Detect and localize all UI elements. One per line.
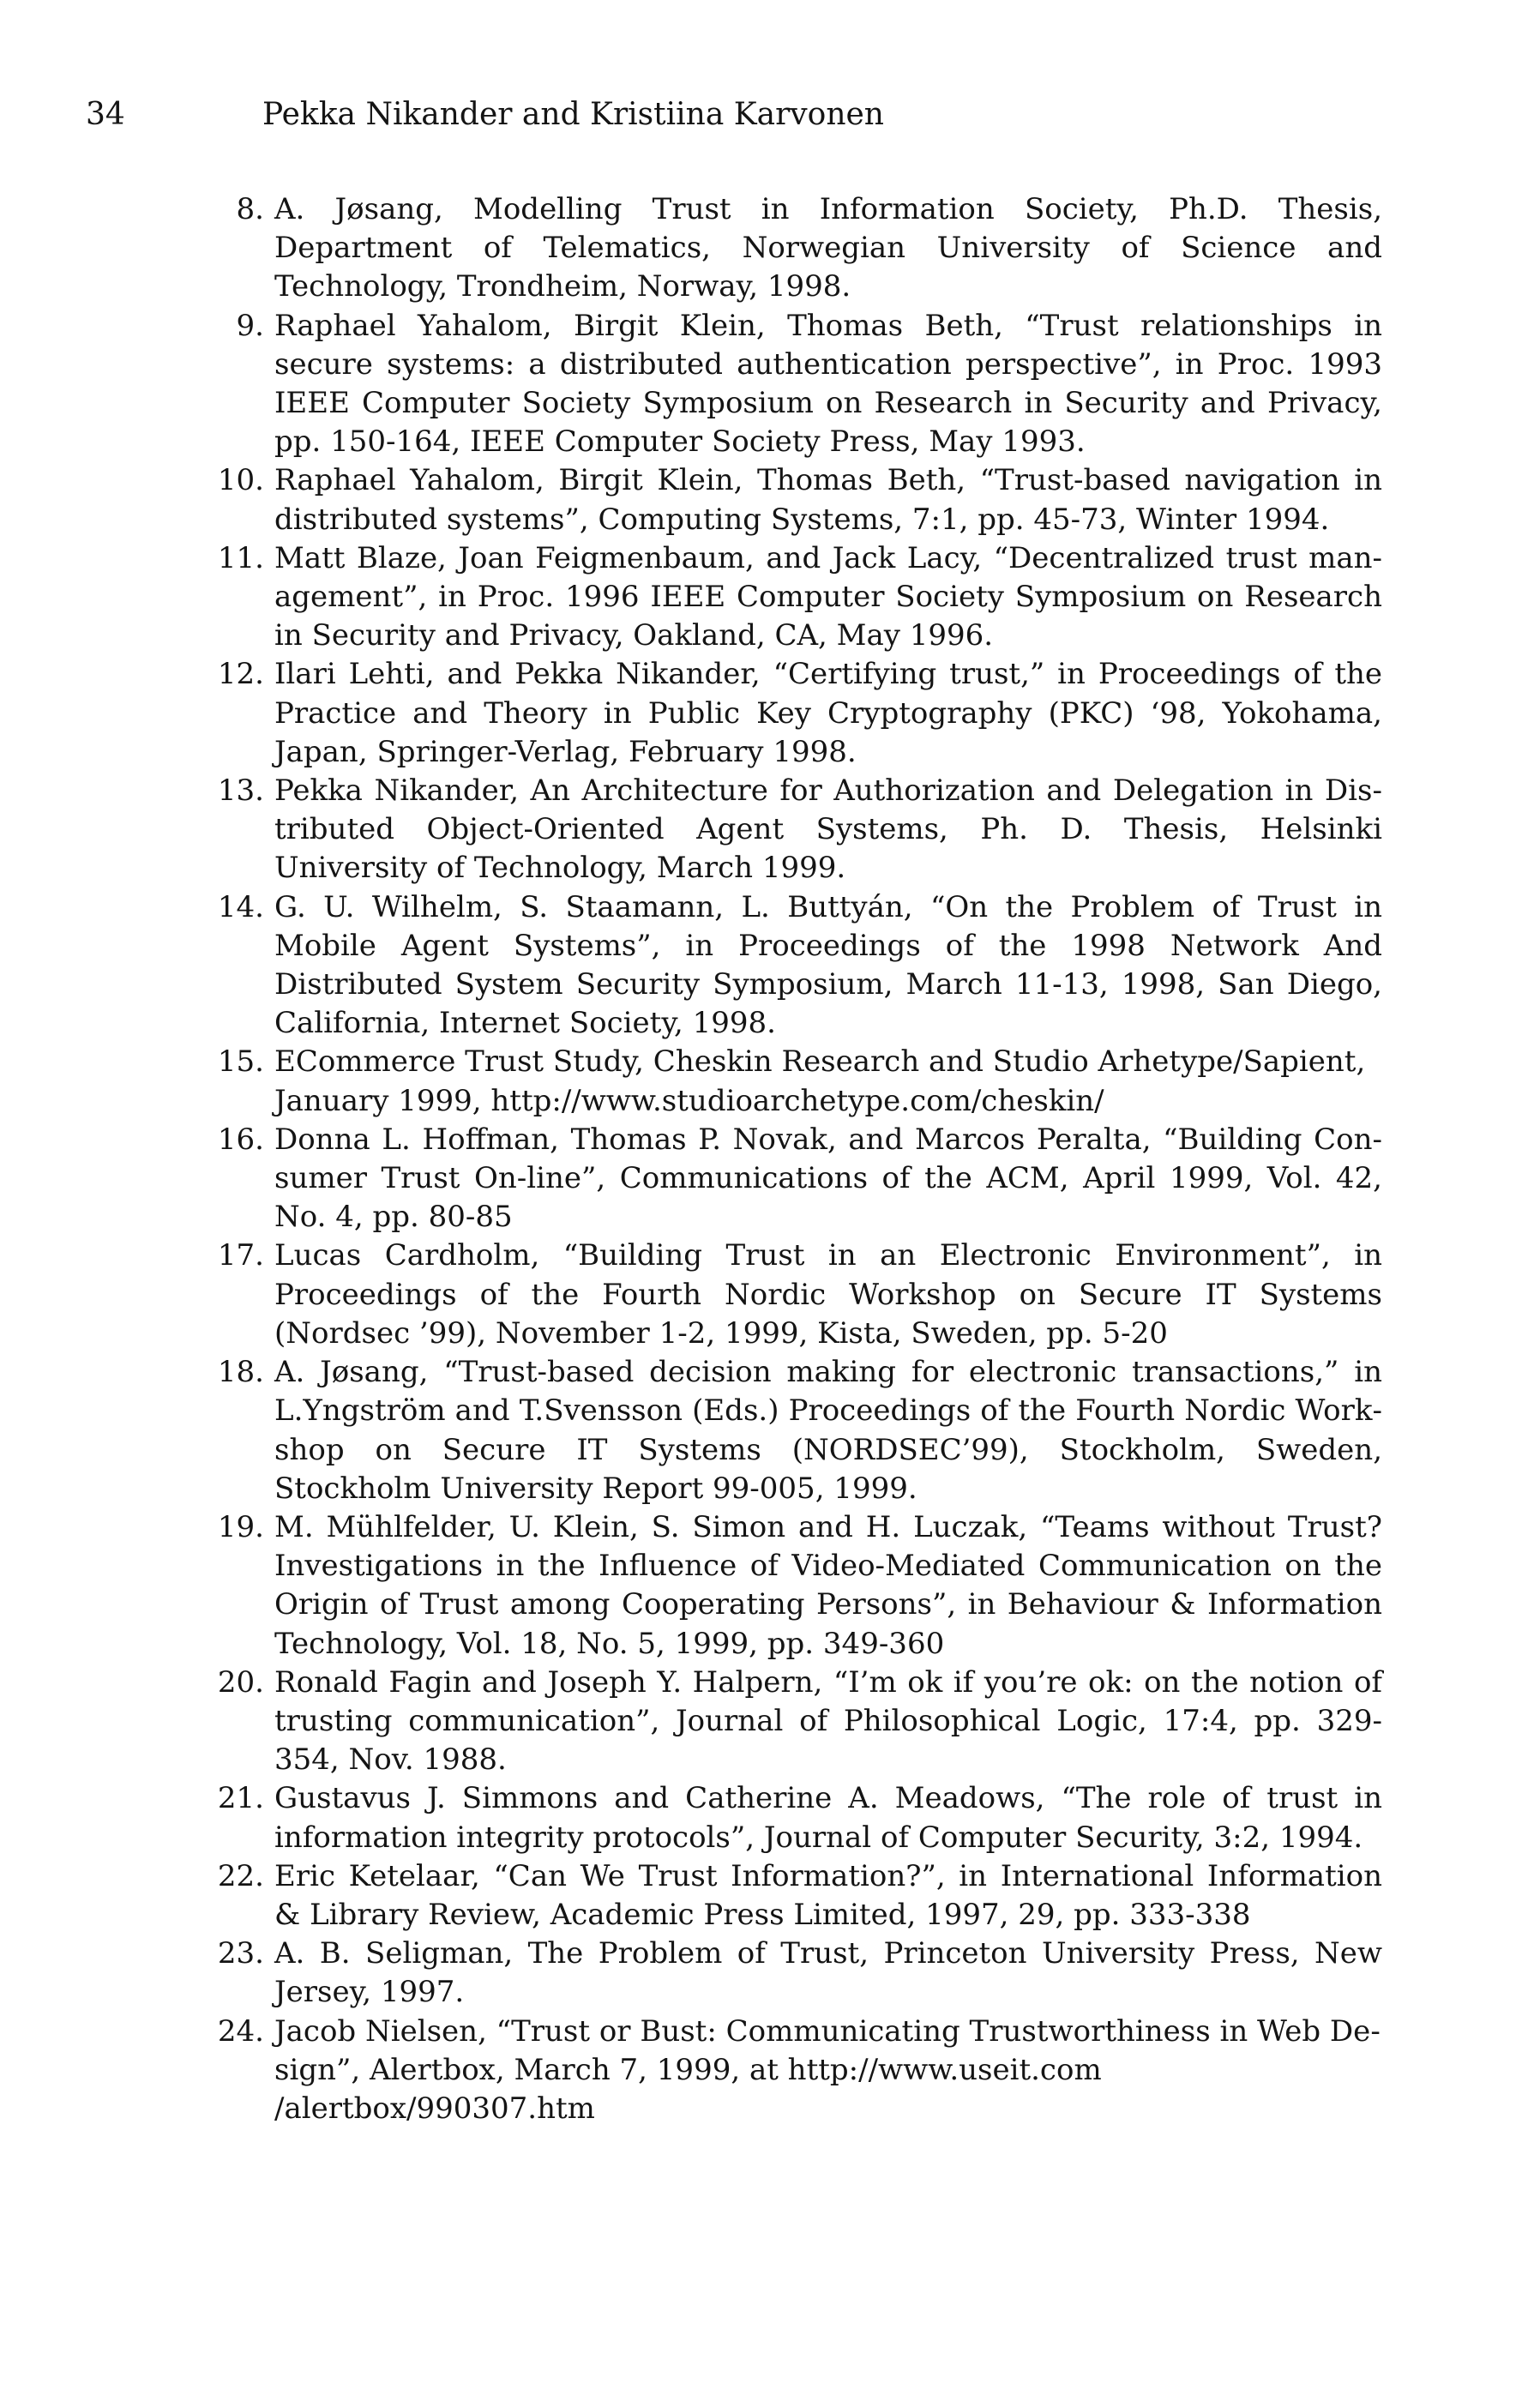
reference-item [171,1508,1382,1664]
reference-item [171,307,1382,462]
reference-number: 20. [217,1664,264,1700]
reference-text: Donna L. Hoffman, Thomas P. Novak, and Marcos Peralta, “Building Consumer Trust On-line”, Communications of the ACM, April 1999, Vol. 42, No. 4, pp. 80-85 [274,1122,1382,1235]
reference-item [171,1121,1382,1237]
reference-text: A. B. Seligman, The Problem of Trust, Princeton University Press, New Jersey, 1997. [274,1936,1382,2010]
reference-number: 9. [236,308,264,343]
reference-number: 11. [217,540,264,575]
reference-item [171,190,1382,307]
reference-text: Pekka Nikander, An Architecture for Authorization and Delegation in Distributed Object-Oriented Agent Systems, Ph. D. Thesis, Helsinki University of Technology, March 1999. [274,773,1382,886]
reference-item [171,539,1382,656]
reference-item [171,461,1382,539]
reference-text: Raphael Yahalom, Birgit Klein, Thomas Beth, “Trust relationships in secure systems: a distributed authentication perspective”, in Proc. 1993 IEEE Computer Society Symposium on Research in Security and Privacy, pp. 150-164, IEEE Computer Society Press, May 1993. [274,308,1382,460]
reference-number: 8. [236,192,264,226]
reference-text: A. Jøsang, “Trust-based decision making for electronic transactions,” in L.Yngström and T.Svensson (Eds.) Proceedings of the Fourth Nordic Workshop on Secure IT Systems (NORDSEC’99), Stockholm, Sweden, Stockholm University Report 99-005, 1999. [274,1355,1382,1506]
reference-number: 21. [217,1781,264,1816]
reference-text: Ronald Fagin and Joseph Y. Halpern, “I’m ok if you’re ok: on the notion of trusting communication”, Journal of Philosophical Logic, 17:4, pp. 329-354, Nov. 1988. [274,1664,1382,1778]
reference-list [171,190,1382,2128]
reference-number: 10. [217,463,264,498]
reference-text: Lucas Cardholm, “Building Trust in an Electronic Environment”, in Proceedings of the Fourth Nordic Workshop on Secure IT Systems (Nordsec ’99), November 1-2, 1999, Kista, Sweden, pp. 5-20 [274,1238,1382,1351]
reference-item [171,2013,1382,2129]
reference-item [171,1043,1382,1120]
reference-number: 19. [217,1509,264,1544]
reference-item [171,772,1382,888]
reference-number: 17. [217,1238,264,1273]
page-number: 34 [86,97,125,132]
reference-text: G. U. Wilhelm, S. Staamann, L. Buttyán, “On the Problem of Trust in Mobile Agent Systems”, in Proceedings of the 1998 Network And Distributed System Security Symposium, March 11-13, 1998, San Diego, California, Internet Society, 1998. [274,889,1382,1041]
reference-number: 24. [217,2013,264,2049]
reference-number: 23. [217,1936,264,1971]
reference-item [171,1857,1382,1935]
reference-item [171,1353,1382,1508]
reference-number: 22. [217,1858,264,1893]
reference-text: Raphael Yahalom, Birgit Klein, Thomas Beth, “Trust-based navigation in distributed systems”, Computing Systems, 7:1, pp. 45-73, Winter 1994. [274,463,1382,537]
reference-item [171,655,1382,772]
reference-text: Gustavus J. Simmons and Catherine A. Meadows, “The role of trust in information integrity protocols”, Journal of Computer Security, 3:2, 1994. [274,1781,1382,1855]
reference-number: 16. [217,1122,264,1157]
reference-number: 15. [217,1044,264,1080]
reference-item [171,1664,1382,1780]
reference-item [171,888,1382,1044]
reference-text: Jacob Nielsen, “Trust or Bust: Communicating Trustworthiness in Web Design”, Alertbox, March 7, 1999, at http://www.useit.com /alertbox/990307.htm [274,2013,1381,2126]
reference-text: Matt Blaze, Joan Feigmenbaum, and Jack Lacy, “Decentralized trust management”, in Proc. 1996 IEEE Computer Society Symposium on Research in Security and Privacy, Oakland, CA, May 1996. [274,540,1382,653]
reference-text: Eric Ketelaar, “Can We Trust Information?”, in International Information & Library Review, Academic Press Limited, 1997, 29, pp. 333-338 [274,1858,1382,1932]
reference-text: A. Jøsang, Modelling Trust in Information Society, Ph.D. Thesis, Department of Telematics, Norwegian University of Science and Technology, Trondheim, Norway, 1998. [274,192,1382,304]
reference-text: M. Mühlfelder, U. Klein, S. Simon and H. Luczak, “Teams without Trust? Investigations in the Influence of Video-Mediated Communication on the Origin of Trust among Cooperating Persons”, in Behaviour & Information Technology, Vol. 18, No. 5, 1999, pp. 349-360 [274,1509,1382,1661]
reference-item [171,1237,1382,1353]
reference-item [171,1935,1382,2012]
reference-number: 14. [217,889,264,924]
reference-number: 18. [217,1355,264,1390]
reference-number: 12. [217,657,264,692]
reference-text: Ilari Lehti, and Pekka Nikander, “Certifying trust,” in Proceedings of the Practice and Theory in Public Key Cryptography (PKC) ‘98, Yokohama, Japan, Springer-Verlag, February 1998. [274,657,1382,769]
reference-number: 13. [217,773,264,809]
reference-item [171,1779,1382,1856]
running-head: Pekka Nikander and Kristiina Karvonen [262,97,884,132]
reference-text: ECommerce Trust Study, Cheskin Research and Studio Arhetype/Sapient, January 1999, http://www.studioarchetype.com/cheskin/ [274,1044,1366,1118]
